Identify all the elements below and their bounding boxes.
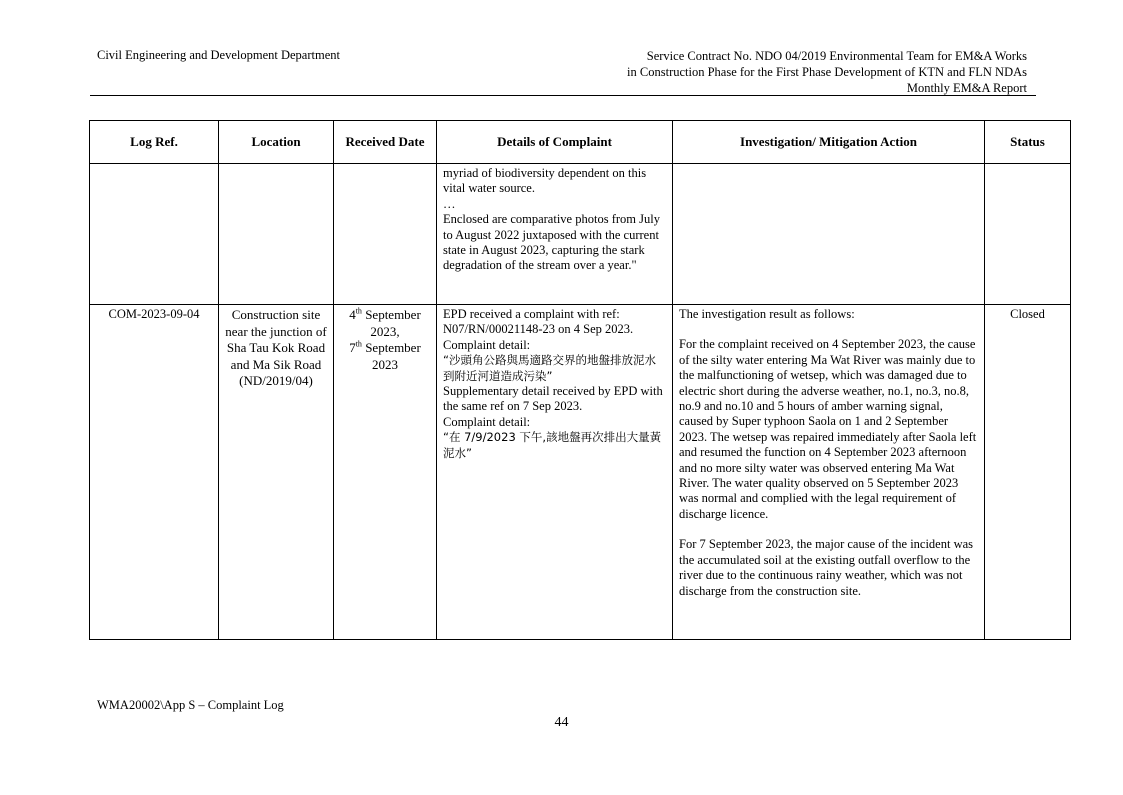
details-complaint-2: Supplementary detail received by EPD with the same ref on 7 Sep 2023. Complaint detail: — [443, 384, 663, 429]
header-contract-line1: Service Contract No. NDO 04/2019 Environmental Team for EM&A Works — [646, 49, 1027, 63]
cell-details-continued: myriad of biodiversity dependent on this vital water source. … Enclosed are comparative photos from July to August 2022 juxtaposed with the current state in August 2023, capturing the stark degradation of the stream over a year." — [437, 164, 673, 305]
page-number: 44 — [554, 715, 569, 730]
cell-location — [219, 164, 334, 305]
details-complaint-2-chinese: “在 7/9/2023 下午,該地盤再次排出大量黃泥水” — [443, 430, 662, 460]
investigation-finding-1: For the complaint received on 4 September 2023, the cause of the silty water entering Ma Wat River was mainly due to the malfunctioning of wetsep, which was damaged due to electric short during the adverse weather, no.1, no.3, no.8, no.9 and no.10 and 5 hours of amber warning signal, caused by Super typhoon Saola on 1 and 2 September 2023. The wetsep was repaired immediately after Saola left and resumed the function on 4 September 2023 afternoon and no more silty water was observed entering Ma Wat River. The water quality observed on 5 September 2023 was normal and complied with the legal requirement of discharge licence. — [679, 337, 977, 521]
header-divider — [90, 95, 1036, 96]
header-contract-line2: in Construction Phase for the First Phase Development of KTN and FLN NDAs — [627, 65, 1027, 79]
header-department: Civil Engineering and Development Department — [97, 48, 340, 62]
column-header-log-ref: Log Ref. — [90, 121, 219, 164]
cell-received-date — [334, 164, 437, 305]
table-header-row — [90, 121, 1071, 164]
column-header-location: Location — [219, 121, 334, 164]
table-row — [90, 305, 1071, 640]
cell-log-ref: COM-2023-09-04 — [90, 305, 219, 640]
column-header-details: Details of Complaint — [437, 121, 673, 164]
column-header-investigation: Investigation/ Mitigation Action — [673, 121, 985, 164]
details-complaint-1: EPD received a complaint with ref: N07/RN/00021148-23 on 4 Sep 2023. Complaint detail: — [443, 307, 634, 352]
investigation-intro: The investigation result as follows: — [679, 307, 855, 321]
cell-log-ref — [90, 164, 219, 305]
table-row — [90, 164, 1071, 305]
cell-status: Closed — [985, 305, 1071, 640]
cell-investigation — [673, 305, 985, 640]
complaint-log-table — [89, 120, 1071, 640]
cell-details — [437, 305, 673, 640]
received-date-2: 7th September 2023 — [349, 339, 421, 372]
investigation-finding-2: For 7 September 2023, the major cause of the incident was the accumulated soil at the existing outfall overflow to the river due to the continuous rainy weather, which was not discharge from the construction site. — [679, 537, 974, 598]
cell-received-date — [334, 305, 437, 640]
received-date-1: 4th September 2023, — [349, 306, 421, 339]
cell-status — [985, 164, 1071, 305]
header-report-type: Monthly EM&A Report — [906, 81, 1027, 95]
details-complaint-1-chinese: “沙頭角公路與馬適路交界的地盤排放泥水到附近河道造成污染” — [443, 353, 656, 383]
footer-doc-ref: WMA20002\App S – Complaint Log — [97, 698, 284, 712]
cell-location: Construction site near the junction of Sha Tau Kok Road and Ma Sik Road (ND/2019/04) — [219, 305, 334, 640]
cell-investigation — [673, 164, 985, 305]
header-contract — [507, 48, 1027, 96]
column-header-status: Status — [985, 121, 1071, 164]
column-header-received-date: Received Date — [334, 121, 437, 164]
